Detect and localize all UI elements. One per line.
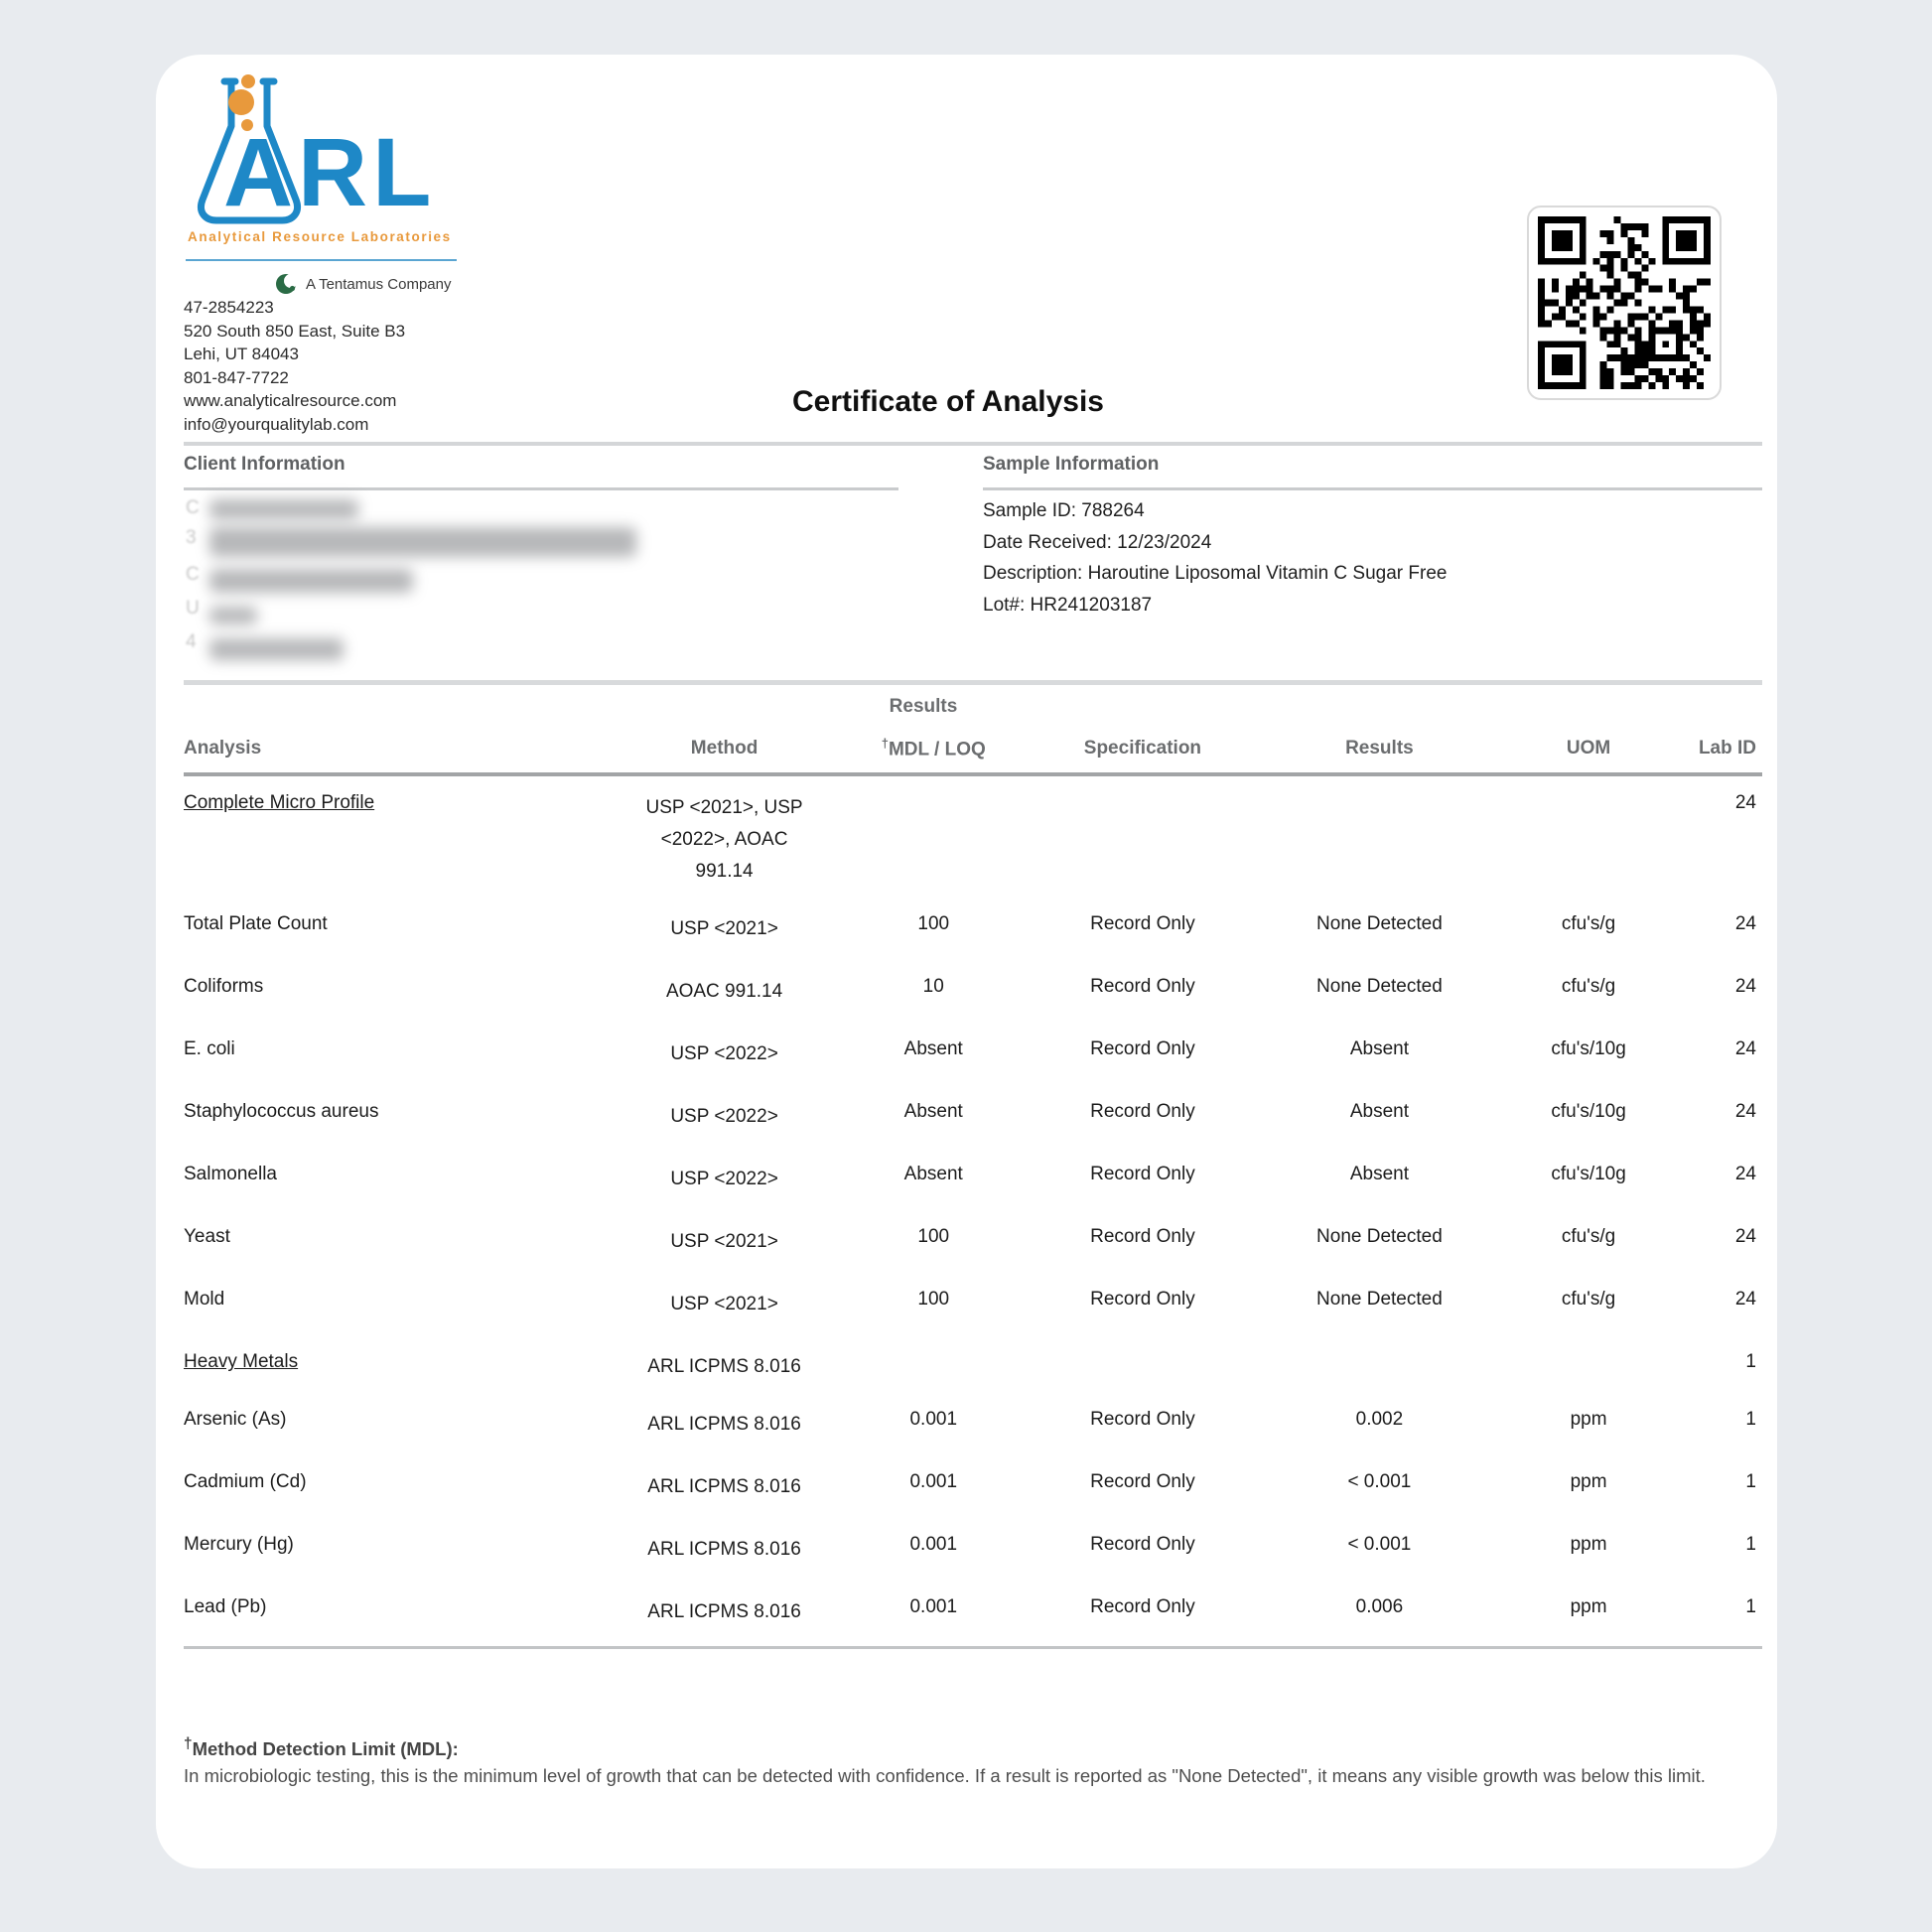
col-header-method: Method [610, 732, 839, 774]
table-row [184, 774, 1762, 897]
client-heading-underline [184, 487, 898, 490]
lab-id-value: 1 [1676, 1581, 1762, 1648]
analysis-name: Cadmium (Cd) [184, 1471, 307, 1493]
method-value: USP <2021> [670, 1231, 778, 1253]
specification-value: Record Only [1090, 1226, 1195, 1248]
col-header-lab-id: Lab ID [1676, 732, 1762, 774]
table-row [184, 1273, 1762, 1335]
uom-value: ppm [1570, 1471, 1607, 1493]
table-row [184, 1581, 1762, 1648]
method-value: ARL ICPMS 8.016 [647, 1539, 801, 1561]
mdl-loq-value: 10 [922, 976, 944, 998]
mdl-loq-value: 0.001 [909, 1409, 958, 1431]
uom-value: ppm [1502, 1581, 1676, 1648]
uom-value: cfu's/10g [1551, 1164, 1626, 1185]
lab-id-value: 24 [1734, 792, 1756, 814]
redacted-line [186, 624, 881, 660]
lab-id-value: 24 [1734, 1164, 1756, 1185]
table-row [184, 1393, 1762, 1455]
tentamus-brand [275, 273, 451, 296]
section-divider-top [184, 442, 1762, 446]
lab-phone: 801-847-7722 [184, 367, 289, 387]
result-value: < 0.001 [1347, 1471, 1412, 1493]
col-header-results: Results [1257, 732, 1501, 774]
uom-value: ppm [1570, 1534, 1607, 1556]
result-value: None Detected [1316, 976, 1443, 998]
footnote-heading [184, 1730, 1729, 1762]
ghost-char: 4 [186, 631, 197, 652]
mdl-footnote [184, 1730, 1729, 1789]
lab-id-value: 1 [1745, 1534, 1756, 1556]
mdl-loq-value: 100 [917, 1289, 950, 1311]
analysis-name: Yeast [184, 1226, 230, 1248]
uom-value: cfu's/g [1561, 1226, 1616, 1248]
redacted-line [186, 557, 881, 593]
footnote-body: In microbiologic testing, this is the minimum level of growth that can be detected with confidence. If a result is reported as "None Detected", it means any visible growth was below this limit. [184, 1765, 1706, 1787]
page-title: Certificate of Analysis [792, 385, 1104, 418]
mdl-loq-value [839, 1335, 1029, 1393]
redacted-bar [209, 638, 344, 660]
logo-divider [186, 259, 457, 261]
lab-id-number: 47-2854223 [184, 298, 274, 317]
method-value: ARL ICPMS 8.016 [647, 1414, 801, 1436]
sample-id: Sample ID: 788264 [983, 500, 1145, 521]
ghost-char: 3 [186, 527, 197, 548]
lab-address-city: Lehi, UT 84043 [184, 345, 299, 363]
col-header-uom: UOM [1502, 732, 1676, 774]
results-section-divider [184, 680, 1762, 685]
date-received: Date Received: 12/23/2024 [983, 531, 1212, 553]
client-info-redacted [186, 497, 881, 660]
analysis-name: Mold [184, 1289, 225, 1311]
specification-value: Record Only [1090, 1038, 1195, 1060]
table-row [184, 1335, 1762, 1393]
redacted-line [186, 497, 881, 519]
uom-value: cfu's/g [1561, 913, 1616, 935]
table-row [184, 1210, 1762, 1273]
sample-description: Description: Haroutine Liposomal Vitamin C Sugar Free [983, 563, 1448, 584]
results-table [184, 732, 1762, 1649]
analysis-name: Total Plate Count [184, 913, 328, 935]
redacted-bar [209, 499, 358, 519]
tentamus-globe-icon [275, 273, 298, 296]
result-value: < 0.001 [1347, 1534, 1412, 1556]
specification-value: Record Only [1090, 1101, 1195, 1123]
mdl-loq-value: 0.001 [839, 1581, 1029, 1648]
table-row [184, 1023, 1762, 1085]
method-value: USP <2022> [670, 1106, 778, 1128]
method-value: USP <2022> [670, 1169, 778, 1190]
method-value: USP <2022> [670, 1043, 778, 1065]
logo-tagline: Analytical Resource Laboratories [188, 229, 452, 244]
arl-logo [184, 72, 640, 321]
col-header-specification: Specification [1029, 732, 1258, 774]
lab-id-value: 1 [1745, 1351, 1756, 1373]
mdl-loq-value: Absent [903, 1101, 963, 1123]
specification-value [1029, 774, 1258, 897]
analysis-name: Heavy Metals [184, 1351, 299, 1373]
sample-heading-underline [983, 487, 1762, 490]
col-header-mdl-loq [839, 732, 1029, 774]
analysis-name: Mercury (Hg) [184, 1534, 294, 1556]
table-row [184, 1518, 1762, 1581]
lab-id-value: 1 [1745, 1471, 1756, 1493]
mdl-loq-value: Absent [903, 1038, 963, 1060]
ghost-char: C [186, 564, 200, 585]
mdl-loq-value: 0.001 [909, 1534, 958, 1556]
qr-code-canvas [1538, 216, 1711, 389]
dagger-mark: † [881, 736, 889, 751]
result-value: None Detected [1316, 913, 1443, 935]
uom-value: cfu's/g [1561, 1289, 1616, 1311]
footnote-heading-label: Method Detection Limit (MDL) [192, 1738, 453, 1760]
table-row [184, 960, 1762, 1023]
footnote-colon: : [452, 1738, 459, 1760]
mdl-loq-value: 100 [917, 1226, 950, 1248]
result-value: 0.006 [1257, 1581, 1501, 1648]
ghost-char: U [186, 598, 200, 619]
method-value: AOAC 991.14 [665, 981, 783, 1003]
specification-value: Record Only [1090, 976, 1195, 998]
dagger-mark: † [184, 1735, 193, 1752]
redacted-line [186, 593, 881, 624]
result-value: Absent [1349, 1164, 1409, 1185]
table-row [184, 897, 1762, 960]
tentamus-label: A Tentamus Company [306, 276, 452, 293]
uom-value: cfu's/10g [1551, 1038, 1626, 1060]
method-value: ARL ICPMS 8.016 [647, 1601, 801, 1623]
analysis-name: Salmonella [184, 1164, 277, 1185]
method-value: ARL ICPMS 8.016 [647, 1476, 801, 1498]
ghost-char: C [186, 497, 200, 518]
method-value: ARL ICPMS 8.016 [647, 1356, 801, 1378]
specification-value [1029, 1335, 1258, 1393]
mdl-loq-value: 100 [917, 913, 950, 935]
result-value: None Detected [1316, 1226, 1443, 1248]
uom-value: cfu's/10g [1551, 1101, 1626, 1123]
specification-value: Record Only [1090, 1289, 1195, 1311]
method-value: USP <2021>, USP <2022>, AOAC 991.14 [645, 797, 803, 883]
lab-id-value: 1 [1745, 1409, 1756, 1431]
client-info-heading: Client Information [184, 454, 345, 475]
result-value: None Detected [1316, 1289, 1443, 1311]
qr-code [1527, 206, 1722, 400]
analysis-name: Complete Micro Profile [184, 792, 375, 814]
specification-value: Record Only [1090, 1534, 1195, 1556]
lab-email: info@yourqualitylab.com [184, 414, 369, 434]
lab-id-value: 24 [1734, 913, 1756, 935]
result-value: 0.002 [1355, 1409, 1404, 1431]
col-header-analysis: Analysis [184, 732, 610, 774]
method-value: USP <2021> [670, 1294, 778, 1315]
result-value: Absent [1349, 1038, 1409, 1060]
uom-value: ppm [1570, 1409, 1607, 1431]
mdl-loq-value: Absent [903, 1164, 963, 1185]
sample-info-heading: Sample Information [983, 454, 1160, 475]
uom-value: cfu's/g [1561, 976, 1616, 998]
table-row [184, 1085, 1762, 1148]
lab-id-value: 24 [1734, 1038, 1756, 1060]
analysis-name: E. coli [184, 1038, 235, 1060]
analysis-name: Staphylococcus aureus [184, 1101, 379, 1123]
mdl-loq-value: 0.001 [909, 1471, 958, 1493]
redacted-bar [209, 569, 413, 593]
analysis-name: Coliforms [184, 976, 264, 998]
mdl-loq-value [839, 774, 1029, 897]
result-value [1257, 774, 1501, 897]
specification-value: Record Only [1090, 1164, 1195, 1185]
results-section-title: Results [889, 696, 958, 717]
lab-website: www.analyticalresource.com [184, 391, 397, 410]
redacted-line [186, 519, 881, 557]
results-header-row [184, 732, 1762, 774]
redacted-bar [209, 607, 257, 624]
lot-number: Lot#: HR241203187 [983, 594, 1153, 616]
method-value: USP <2021> [670, 918, 778, 940]
result-value: Absent [1349, 1101, 1409, 1123]
uom-value [1502, 774, 1676, 897]
specification-value: Record Only [1090, 1471, 1195, 1493]
lab-id-value: 24 [1734, 976, 1756, 998]
specification-value: Record Only [1090, 913, 1195, 935]
analysis-name: Arsenic (As) [184, 1409, 287, 1431]
table-row [184, 1455, 1762, 1518]
specification-value: Record Only [1090, 1409, 1195, 1431]
logo-acronym: ARL [223, 118, 437, 226]
uom-value [1502, 1335, 1676, 1393]
sample-info-block [983, 495, 1447, 621]
certificate-card [156, 55, 1777, 1868]
lab-address-street: 520 South 850 East, Suite B3 [184, 321, 406, 341]
col-header-mdl-loq-label: MDL / LOQ [888, 739, 986, 760]
lab-id-value: 24 [1734, 1226, 1756, 1248]
analysis-name: Lead (Pb) [184, 1596, 267, 1618]
lab-id-value: 24 [1734, 1101, 1756, 1123]
specification-value: Record Only [1029, 1581, 1258, 1648]
lab-id-value: 24 [1734, 1289, 1756, 1311]
redacted-bar [209, 527, 636, 557]
table-row [184, 1148, 1762, 1210]
result-value [1257, 1335, 1501, 1393]
